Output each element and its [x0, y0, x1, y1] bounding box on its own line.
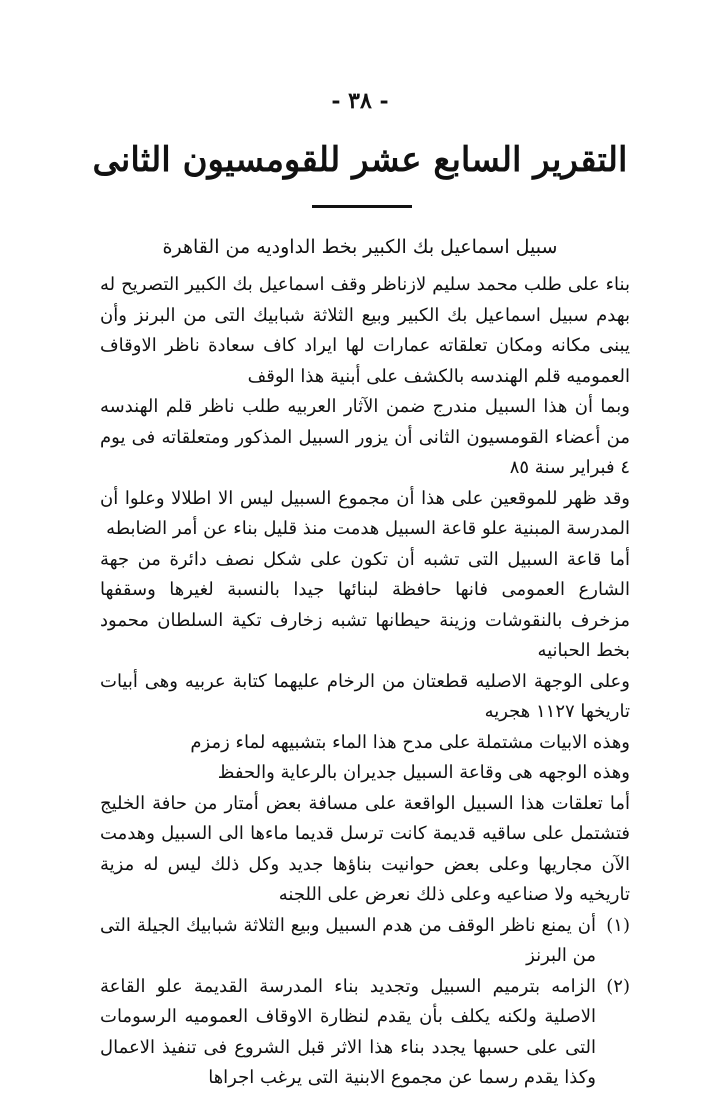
paragraph-annexes: أما تعلقات هذا السبيل الواقعة على مسافة بعض أمتار من حافة الخليج فتشتمل على ساقيه قديمة كانت ترسل قديما ماءها الى السبيل وهدمت الآن مجاريها وعلى بعض حوانيت بناؤها جديد وكل ذلك ليس له مزية تاريخيه ولا صناعيه وعلى ذلك نعرض على اللجنه	[100, 792, 630, 905]
recommendation-number: (١)	[606, 914, 630, 936]
report-body	[100, 270, 630, 1094]
paragraph-commission-visit: وبما أن هذا السبيل مندرج ضمن الآثار العربيه طلب ناظر قلم الهندسه من أعضاء القومسيون الثانى أن يزور السبيل المذكور ومتعلقاته فى يوم ٤ فبراير سنة ٨٥	[100, 396, 630, 478]
paragraph-hall-description: أما قاعة السبيل التى تشبه أن تكون على شكل نصف دائرة من جهة الشارع العمومى فانها حافظة لبنائها جيدا بالنسبة لغيرها وسقفها مزخرف بالنقوشات وزينة حيطانها تشبه زخارف تكية السلطان محمود بخط الحبانيه	[100, 548, 630, 661]
paragraph-verses: وهذه الابيات مشتملة على مدح هذا الماء بتشبيهه لماء زمزم	[190, 731, 630, 753]
title-underline	[312, 205, 412, 208]
page-number: - ٣٨ -	[331, 88, 389, 114]
paragraph-request: بناء على طلب محمد سليم لازناظر وقف اسماعيل بك الكبير التصريح له بهدم سبيل اسماعيل بك الكبير وبيع الثلاثة شبابيك التى من البرنز وأن يبنى مكانه ومكان تعلقاته عمارات لها ايراد كاف سعادة ناظر الاوقاف العموميه قلم الهندسه بالكشف على أبنية هذا الوقف	[100, 274, 630, 387]
report-subtitle: سبيل اسماعيل بك الكبير بخط الداوديه من القاهرة	[162, 236, 558, 258]
recommendation-text: الزامه بترميم السبيل وتجديد بناء المدرسة القديمة علو القاعة الاصلية ولكنه يكلف بأن يقدم لنظارة الاوقاف العموميه الرسومات التى على حسبها يجدد بناء هذا الاثر قبل الشروع فى تنفيذ الاعمال وكذا يقدم رسما عن مجموع الابنية التى يرغب اجراها	[100, 975, 596, 1088]
recommendation-text: أن يمنع ناظر الوقف من هدم السبيل وبيع الثلاثة شبابيك الجيلة التى من البرنز	[100, 914, 596, 966]
paragraph-marble-inscription: وعلى الوجهة الاصليه قطعتان من الرخام عليهما كتابة عربيه وهى أبيات تاريخها ١١٢٧ هجريه	[100, 670, 630, 722]
report-title: التقرير السابع عشر للقومسيون الثانى	[92, 140, 628, 180]
recommendation-item	[100, 972, 630, 1094]
paragraph-findings: وقد ظهر للموقعين على هذا أن مجموع السبيل ليس الا اطلالا وعلوا أن المدرسة المبنية علو قاعة السبيل هدمت منذ قليل بناء عن أمر الضابطه	[100, 487, 630, 539]
recommendation-item	[100, 911, 630, 972]
recommendation-number: (٢)	[606, 975, 630, 997]
paragraph-preservation: وهذه الوجهه هى وقاعة السبيل جديران بالرعاية والحفظ	[217, 762, 630, 783]
